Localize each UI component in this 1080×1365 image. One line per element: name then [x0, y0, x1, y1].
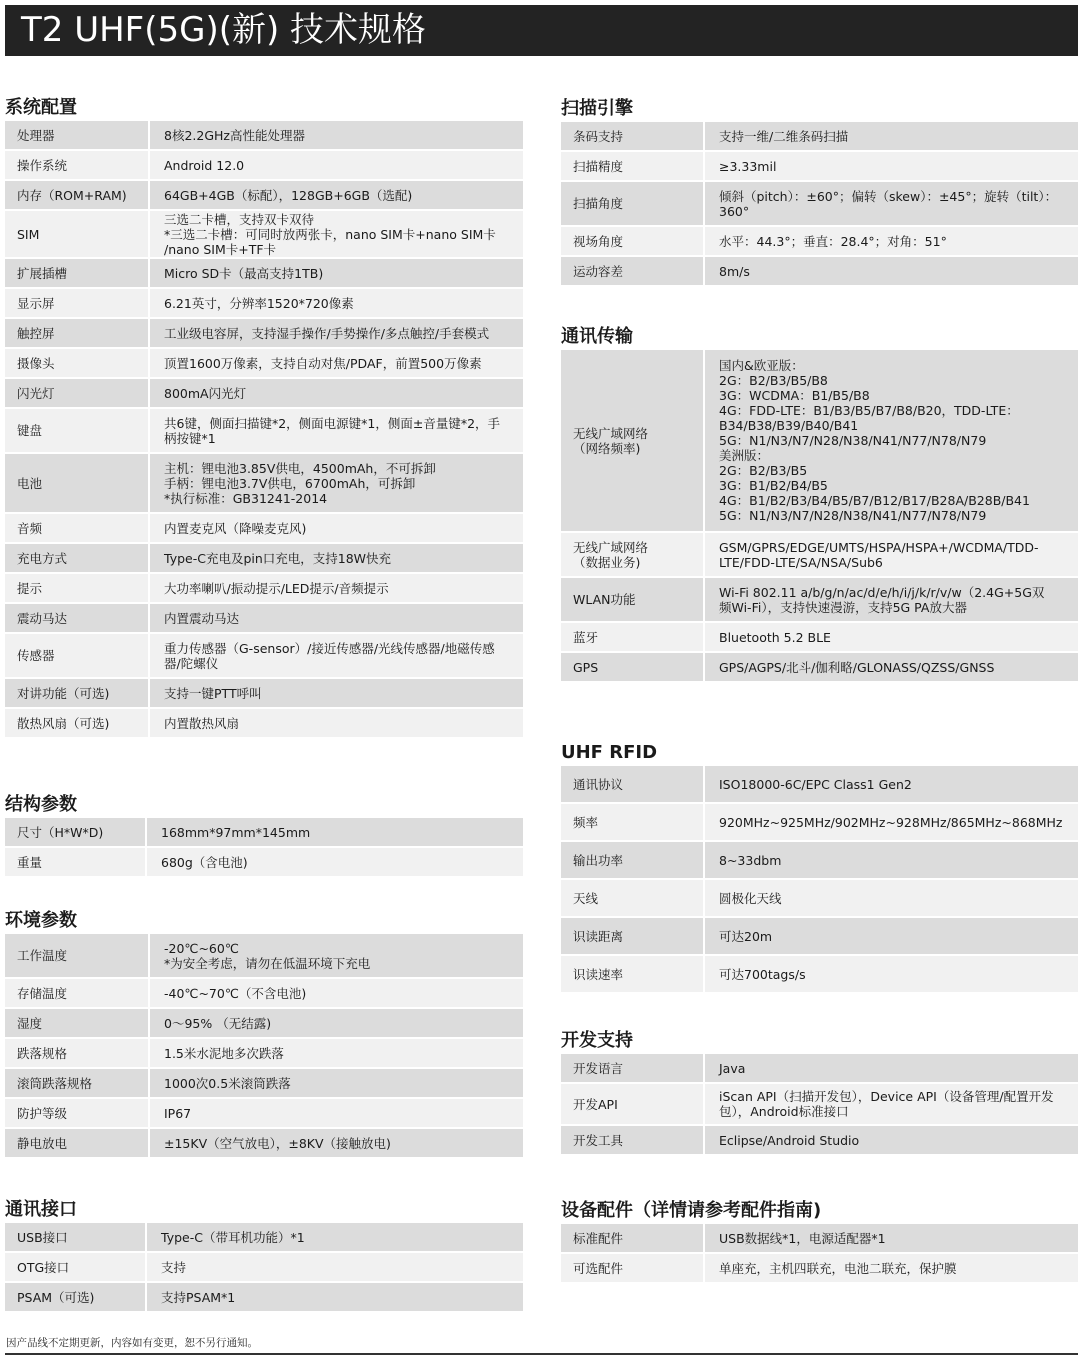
spec-row [561, 1126, 1078, 1154]
spec-row [561, 350, 1078, 531]
spec-row [561, 623, 1078, 651]
spec-label: 闪光灯 [5, 379, 150, 407]
spec-table-structure [5, 816, 523, 878]
spec-label: 处理器 [5, 121, 150, 149]
section-rfid [561, 739, 1078, 994]
spec-row [5, 709, 523, 737]
spec-value: 支持PSAM*1 [147, 1283, 523, 1311]
spec-table-rfid [561, 764, 1078, 994]
spec-row [5, 181, 523, 209]
section-heading: 设备配件（详情请参考配件指南) [561, 1200, 822, 1221]
spec-label: 标准配件 [561, 1224, 705, 1252]
spec-label: 充电方式 [5, 544, 150, 572]
spec-row [5, 604, 523, 632]
section-heading: 通讯传输 [561, 326, 633, 347]
section-comm [561, 323, 1078, 683]
spec-label: 存储温度 [5, 979, 150, 1007]
spec-row [5, 574, 523, 602]
spec-value: 共6键，侧面扫描键*2，侧面电源键*1，侧面±音量键*2，手 柄按键*1 [150, 409, 523, 452]
spec-value: GSM/GPRS/EDGE/UMTS/HSPA/HSPA+/WCDMA/TDD- LTE/FDD-LTE/SA/NSA/Sub6 [705, 533, 1078, 576]
spec-label: 通讯协议 [561, 766, 705, 802]
section-heading: 环境参数 [5, 910, 77, 931]
spec-row [5, 211, 523, 257]
spec-value: 64GB+4GB（标配），128GB+6GB（选配) [150, 181, 523, 209]
section-heading: 系统配置 [5, 97, 77, 118]
spec-value: 1000次0.5米滚筒跌落 [150, 1069, 523, 1097]
spec-label: 开发工具 [561, 1126, 705, 1154]
section-heading: 通讯接口 [5, 1199, 77, 1220]
spec-value: GPS/AGPS/北斗/伽利略/GLONASS/QZSS/GNSS [705, 653, 1078, 681]
spec-label: 无线广域网络 （网络频率) [561, 350, 705, 531]
spec-value: 圆极化天线 [705, 880, 1078, 916]
spec-table-system [5, 119, 523, 739]
spec-value: USB数据线*1，电源适配器*1 [705, 1224, 1078, 1252]
spec-label: 运动容差 [561, 257, 705, 285]
spec-table-dev [561, 1052, 1078, 1156]
spec-value: 水平：44.3°；垂直：28.4°；对角：51° [705, 227, 1078, 255]
spec-row [5, 1069, 523, 1097]
spec-label: 视场角度 [561, 227, 705, 255]
spec-label: 静电放电 [5, 1129, 150, 1157]
spec-row [5, 1129, 523, 1157]
spec-value: -20℃~60℃ *为安全考虑，请勿在低温环境下充电 [150, 934, 523, 977]
spec-label: 可选配件 [561, 1254, 705, 1282]
section-system [5, 94, 523, 739]
spec-label: 散热风扇（可选) [5, 709, 150, 737]
spec-value: 顶置1600万像素，支持自动对焦/PDAF，前置500万像素 [150, 349, 523, 377]
spec-row [5, 409, 523, 452]
spec-row [5, 544, 523, 572]
spec-row [5, 679, 523, 707]
spec-label: 内存（ROM+RAM) [5, 181, 150, 209]
spec-label: 输出功率 [561, 842, 705, 878]
spec-row [5, 934, 523, 977]
spec-value: 重力传感器（G-sensor）/接近传感器/光线传感器/地磁传感 器/陀螺仪 [150, 634, 523, 677]
spec-value: 内置麦克风（降噪麦克风) [150, 514, 523, 542]
spec-row [5, 1253, 523, 1281]
spec-value: 168mm*97mm*145mm [147, 818, 523, 846]
spec-label: 识读距离 [561, 918, 705, 954]
spec-label: 滚筒跌落规格 [5, 1069, 150, 1097]
spec-label: 电池 [5, 454, 150, 512]
spec-row [561, 533, 1078, 576]
spec-label: 音频 [5, 514, 150, 542]
spec-row [5, 1099, 523, 1127]
spec-value: 6.21英寸，分辨率1520*720像素 [150, 289, 523, 317]
section-scan [561, 95, 1078, 287]
spec-value: 大功率喇叭/振动提示/LED提示/音频提示 [150, 574, 523, 602]
spec-label: 无线广域网络 （数据业务) [561, 533, 705, 576]
spec-row [5, 151, 523, 179]
spec-value: Android 12.0 [150, 151, 523, 179]
section-structure [5, 791, 523, 878]
footnote: 因产品线不定期更新，内容如有变更，恕不另行通知。 [6, 1337, 258, 1349]
spec-value: 8~33dbm [705, 842, 1078, 878]
spec-row [561, 766, 1078, 802]
spec-label: 扫描精度 [561, 152, 705, 180]
spec-table-scan [561, 120, 1078, 287]
spec-row [5, 1039, 523, 1067]
spec-row [561, 1054, 1078, 1082]
spec-value: 800mA闪光灯 [150, 379, 523, 407]
spec-value: 680g（含电池) [147, 848, 523, 876]
spec-value: 内置散热风扇 [150, 709, 523, 737]
spec-label: 条码支持 [561, 122, 705, 150]
spec-table-comm [561, 348, 1078, 683]
spec-value: 支持一键PTT呼叫 [150, 679, 523, 707]
section-heading: 开发支持 [561, 1030, 633, 1051]
spec-label: 工作温度 [5, 934, 150, 977]
section-heading: 结构参数 [5, 794, 77, 815]
spec-row [561, 152, 1078, 180]
spec-label: 重量 [5, 848, 147, 876]
spec-table-interface [5, 1221, 523, 1313]
spec-label: WLAN功能 [561, 578, 705, 621]
spec-value: 内置震动马达 [150, 604, 523, 632]
spec-label: 识读速率 [561, 956, 705, 992]
spec-row [561, 842, 1078, 878]
footer-divider [5, 1353, 1078, 1355]
spec-row [561, 1224, 1078, 1252]
spec-label: 操作系统 [5, 151, 150, 179]
spec-row [561, 880, 1078, 916]
spec-label: 跌落规格 [5, 1039, 150, 1067]
spec-row [5, 121, 523, 149]
spec-value: ±15KV（空气放电），±8KV（接触放电) [150, 1129, 523, 1157]
section-dev [561, 1027, 1078, 1156]
spec-value: 可达20m [705, 918, 1078, 954]
section-environment [5, 907, 523, 1159]
spec-value: 920MHz~925MHz/902MHz~928MHz/865MHz~868MHz [705, 804, 1078, 840]
spec-row [5, 818, 523, 846]
spec-label: 防护等级 [5, 1099, 150, 1127]
spec-row [561, 257, 1078, 285]
spec-row [561, 122, 1078, 150]
page-title: T2 UHF(5G)(新) 技术规格 [5, 5, 1078, 56]
spec-value: 支持 [147, 1253, 523, 1281]
spec-row [5, 1283, 523, 1311]
spec-row [561, 918, 1078, 954]
spec-row [561, 578, 1078, 621]
spec-value: 主机：锂电池3.85V供电，4500mAh，不可拆卸 手柄：锂电池3.7V供电，6700mAh，可拆卸 *执行标准：GB31241-2014 [150, 454, 523, 512]
spec-value: 可达700tags/s [705, 956, 1078, 992]
section-heading: 扫描引擎 [561, 98, 633, 119]
spec-value: Eclipse/Android Studio [705, 1126, 1078, 1154]
spec-row [5, 1009, 523, 1037]
spec-label: 键盘 [5, 409, 150, 452]
spec-label: 触控屏 [5, 319, 150, 347]
spec-label: 摄像头 [5, 349, 150, 377]
spec-value: ISO18000-6C/EPC Class1 Gen2 [705, 766, 1078, 802]
spec-value: 8核2.2GHz高性能处理器 [150, 121, 523, 149]
spec-label: 扩展插槽 [5, 259, 150, 287]
spec-row [561, 804, 1078, 840]
spec-value: Java [705, 1054, 1078, 1082]
spec-label: PSAM（可选) [5, 1283, 147, 1311]
spec-label: 尺寸（H*W*D) [5, 818, 147, 846]
spec-row [5, 634, 523, 677]
spec-label: 天线 [561, 880, 705, 916]
spec-value: IP67 [150, 1099, 523, 1127]
spec-row [5, 259, 523, 287]
spec-label: 提示 [5, 574, 150, 602]
spec-value: 支持一维/二维条码扫描 [705, 122, 1078, 150]
spec-value: 0～95% （无结露) [150, 1009, 523, 1037]
spec-value: iScan API（扫描开发包），Device API（设备管理/配置开发 包），Android标准接口 [705, 1084, 1078, 1124]
section-interface [5, 1196, 523, 1313]
spec-row [5, 979, 523, 1007]
spec-value: Micro SD卡（最高支持1TB) [150, 259, 523, 287]
spec-row [561, 1084, 1078, 1124]
spec-label: 湿度 [5, 1009, 150, 1037]
spec-value: Wi-Fi 802.11 a/b/g/n/ac/d/e/h/i/j/k/r/v/w（2.4G+5G双 频Wi-Fi），支持快速漫游，支持5G PA放大器 [705, 578, 1078, 621]
section-accessory [561, 1197, 1078, 1284]
spec-value: 8m/s [705, 257, 1078, 285]
spec-row [5, 454, 523, 512]
spec-label: 传感器 [5, 634, 150, 677]
spec-value: Type-C（带耳机功能）*1 [147, 1223, 523, 1251]
spec-label: 显示屏 [5, 289, 150, 317]
spec-row [5, 848, 523, 876]
spec-table-environment [5, 932, 523, 1159]
spec-row [5, 514, 523, 542]
spec-value: Type-C充电及pin口充电，支持18W快充 [150, 544, 523, 572]
spec-row [5, 1223, 523, 1251]
spec-label: OTG接口 [5, 1253, 147, 1281]
spec-row [5, 349, 523, 377]
spec-value: 倾斜（pitch）：±60°；偏转（skew）：±45°；旋转（tilt）： 360° [705, 182, 1078, 225]
spec-label: USB接口 [5, 1223, 147, 1251]
spec-row [561, 1254, 1078, 1282]
spec-row [5, 379, 523, 407]
spec-label: 开发语言 [561, 1054, 705, 1082]
spec-row [5, 289, 523, 317]
spec-label: 开发API [561, 1084, 705, 1124]
spec-row [5, 319, 523, 347]
spec-value: 国内&欧亚版： 2G：B2/B3/B5/B8 3G：WCDMA：B1/B5/B8 4G：FDD-LTE：B1/B3/B5/B7/B8/B20，TDD-LTE： B34/B38/B39/B40/B41 5G：N1/N3/N7/N28/N38/N41/N77/N78/N79 美洲版： 2G：B2/B3/B5 3G：B1/B2/B4/B5 4G：B1/B2/B3/B4/B5/B7/B12/B17/B28A/B28B/B41 5G：N1/N3/N7/N28/N38/N41/N77/N78/N79 [705, 350, 1078, 531]
spec-value: -40℃~70℃（不含电池) [150, 979, 523, 1007]
spec-value: Bluetooth 5.2 BLE [705, 623, 1078, 651]
spec-label: 蓝牙 [561, 623, 705, 651]
spec-row [561, 182, 1078, 225]
spec-value: 1.5米水泥地多次跌落 [150, 1039, 523, 1067]
spec-value: ≥3.33mil [705, 152, 1078, 180]
spec-table-accessory [561, 1222, 1078, 1284]
spec-label: 对讲功能（可选) [5, 679, 150, 707]
spec-row [561, 227, 1078, 255]
spec-label: 震动马达 [5, 604, 150, 632]
spec-row [561, 653, 1078, 681]
spec-value: 工业级电容屏，支持湿手操作/手势操作/多点触控/手套模式 [150, 319, 523, 347]
spec-label: 扫描角度 [561, 182, 705, 225]
section-heading: UHF RFID [561, 742, 658, 763]
spec-row [561, 956, 1078, 992]
spec-value: 单座充，主机四联充，电池二联充，保护膜 [705, 1254, 1078, 1282]
spec-label: GPS [561, 653, 705, 681]
spec-label: 频率 [561, 804, 705, 840]
spec-label: SIM [5, 211, 150, 257]
spec-value: 三选二卡槽，支持双卡双待 *三选二卡槽：可同时放两张卡，nano SIM卡+nano SIM卡 /nano SIM卡+TF卡 [150, 211, 523, 257]
